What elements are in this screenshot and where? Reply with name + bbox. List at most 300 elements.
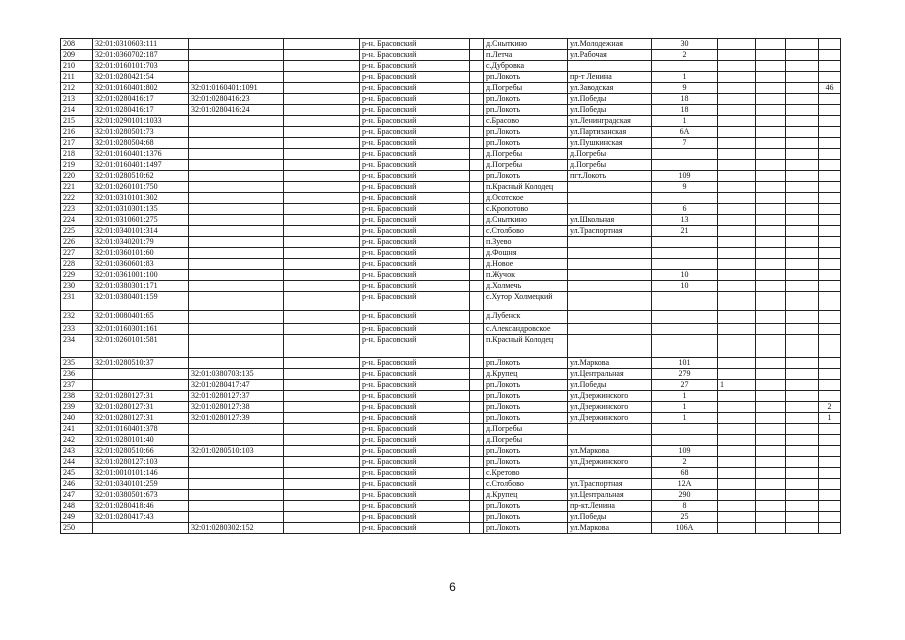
extra-count-cell	[819, 149, 841, 160]
table-row	[61, 182, 841, 193]
cadastral-number-2: 32:01:0280510:103	[189, 446, 284, 457]
extra-cell	[718, 116, 756, 127]
street-cell: ул.Заводская	[568, 83, 652, 94]
extra-count-cell	[819, 380, 841, 391]
locality-cell: рп.Локоть	[484, 523, 568, 534]
extra-cell	[786, 311, 819, 324]
house-number-cell: 9	[652, 182, 718, 193]
table-row	[61, 94, 841, 105]
house-number-cell	[652, 259, 718, 270]
house-number-cell	[652, 237, 718, 248]
district-cell: р-н. Брасовский	[360, 50, 470, 61]
extra-count-cell	[819, 479, 841, 490]
cadastral-number-2: 32:01:0280127:38	[189, 402, 284, 413]
street-cell: ул.Победы	[568, 512, 652, 523]
extra-cell	[718, 402, 756, 413]
row-number: 221	[61, 182, 93, 193]
street-cell: ул.Победы	[568, 105, 652, 116]
extra-cell	[786, 523, 819, 534]
house-number-cell	[652, 424, 718, 435]
row-number: 241	[61, 424, 93, 435]
extra-cell	[718, 292, 756, 311]
extra-count-cell	[819, 311, 841, 324]
row-number: 212	[61, 83, 93, 94]
locality-cell: рп.Локоть	[484, 72, 568, 83]
extra-count-cell: 1	[819, 413, 841, 424]
extra-cell	[718, 204, 756, 215]
table-row	[61, 435, 841, 446]
row-number: 224	[61, 215, 93, 226]
extra-cell	[756, 380, 786, 391]
empty-cell	[284, 138, 360, 149]
extra-count-cell	[819, 138, 841, 149]
row-number: 246	[61, 479, 93, 490]
extra-cell	[756, 446, 786, 457]
row-number: 220	[61, 171, 93, 182]
empty-cell	[470, 149, 484, 160]
house-number-cell: 30	[652, 39, 718, 50]
row-number: 228	[61, 259, 93, 270]
extra-count-cell	[819, 391, 841, 402]
table-row	[61, 512, 841, 523]
empty-cell	[284, 215, 360, 226]
row-number: 210	[61, 61, 93, 72]
district-cell: р-н. Брасовский	[360, 72, 470, 83]
empty-cell	[284, 402, 360, 413]
street-cell	[568, 182, 652, 193]
extra-cell	[718, 311, 756, 324]
extra-cell	[718, 270, 756, 281]
table-row	[61, 171, 841, 182]
extra-cell	[756, 335, 786, 358]
empty-cell	[470, 324, 484, 335]
house-number-cell: 13	[652, 215, 718, 226]
extra-count-cell	[819, 50, 841, 61]
house-number-cell: 1	[652, 391, 718, 402]
extra-count-cell	[819, 435, 841, 446]
district-cell: р-н. Брасовский	[360, 215, 470, 226]
empty-cell	[284, 468, 360, 479]
empty-cell	[470, 468, 484, 479]
cadastral-number: 32:01:0260101:581	[93, 335, 189, 358]
empty-cell	[284, 61, 360, 72]
street-cell: ул.Партизанская	[568, 127, 652, 138]
extra-cell	[786, 127, 819, 138]
extra-cell	[786, 369, 819, 380]
empty-cell	[284, 72, 360, 83]
row-number: 249	[61, 512, 93, 523]
extra-cell	[718, 413, 756, 424]
empty-cell	[284, 413, 360, 424]
empty-cell	[284, 193, 360, 204]
cadastral-number: 32:01:0160101:703	[93, 61, 189, 72]
extra-cell	[718, 171, 756, 182]
street-cell: ул.Центральная	[568, 490, 652, 501]
cadastral-number-2	[189, 61, 284, 72]
cadastral-number-2	[189, 149, 284, 160]
extra-count-cell	[819, 335, 841, 358]
house-number-cell: 68	[652, 468, 718, 479]
empty-cell	[284, 259, 360, 270]
extra-cell	[718, 39, 756, 50]
street-cell: ул.Центральная	[568, 369, 652, 380]
extra-cell	[786, 61, 819, 72]
row-number: 245	[61, 468, 93, 479]
extra-cell	[786, 182, 819, 193]
locality-cell: п.Зуево	[484, 237, 568, 248]
empty-cell	[470, 105, 484, 116]
street-cell: ул.Победы	[568, 94, 652, 105]
locality-cell: рп.Локоть	[484, 512, 568, 523]
cadastral-number-2	[189, 270, 284, 281]
street-cell	[568, 335, 652, 358]
cadastral-number: 32:01:0280127:31	[93, 391, 189, 402]
extra-cell	[756, 171, 786, 182]
locality-cell: п.Летча	[484, 50, 568, 61]
district-cell: р-н. Брасовский	[360, 324, 470, 335]
cadastral-number-2: 32:01:0280417:47	[189, 380, 284, 391]
extra-cell	[756, 311, 786, 324]
empty-cell	[284, 424, 360, 435]
locality-cell: д.Погребы	[484, 424, 568, 435]
empty-cell	[284, 105, 360, 116]
empty-cell	[470, 281, 484, 292]
extra-cell	[786, 204, 819, 215]
street-cell	[568, 204, 652, 215]
locality-cell: с.Столбово	[484, 479, 568, 490]
extra-count-cell	[819, 512, 841, 523]
empty-cell	[470, 369, 484, 380]
extra-cell	[718, 83, 756, 94]
extra-cell	[756, 105, 786, 116]
extra-count-cell	[819, 72, 841, 83]
house-number-cell: 18	[652, 94, 718, 105]
extra-cell	[786, 160, 819, 171]
street-cell: пр-кт.Ленина	[568, 501, 652, 512]
empty-cell	[284, 270, 360, 281]
locality-cell: д.Новое	[484, 259, 568, 270]
extra-cell	[756, 479, 786, 490]
street-cell: ул.Победы	[568, 380, 652, 391]
extra-count-cell	[819, 61, 841, 72]
extra-cell	[718, 160, 756, 171]
district-cell: р-н. Брасовский	[360, 311, 470, 324]
empty-cell	[284, 94, 360, 105]
cadastral-number-2	[189, 39, 284, 50]
street-cell: ул.Рабочая	[568, 50, 652, 61]
table-row	[61, 138, 841, 149]
empty-cell	[470, 402, 484, 413]
locality-cell: рп.Локоть	[484, 501, 568, 512]
empty-cell	[284, 116, 360, 127]
row-number: 244	[61, 457, 93, 468]
cadastral-number-2	[189, 311, 284, 324]
extra-cell	[718, 127, 756, 138]
locality-cell: д.Фошня	[484, 248, 568, 259]
empty-cell	[284, 226, 360, 237]
extra-cell	[756, 501, 786, 512]
cadastral-number: 32:01:0280416:17	[93, 94, 189, 105]
district-cell: р-н. Брасовский	[360, 138, 470, 149]
street-cell	[568, 311, 652, 324]
cadastral-number: 32:01:0360101:60	[93, 248, 189, 259]
district-cell: р-н. Брасовский	[360, 259, 470, 270]
empty-cell	[284, 182, 360, 193]
cadastral-number: 32:01:0280501:73	[93, 127, 189, 138]
empty-cell	[284, 391, 360, 402]
extra-cell	[756, 83, 786, 94]
extra-count-cell	[819, 171, 841, 182]
extra-cell	[756, 50, 786, 61]
table-row	[61, 380, 841, 391]
street-cell	[568, 270, 652, 281]
extra-cell	[786, 83, 819, 94]
cadastral-number-2	[189, 160, 284, 171]
extra-cell	[786, 424, 819, 435]
cadastral-number: 32:01:0360702:187	[93, 50, 189, 61]
locality-cell: с.Столбово	[484, 226, 568, 237]
extra-cell	[718, 50, 756, 61]
street-cell: ул.Дзержинского	[568, 413, 652, 424]
empty-cell	[284, 512, 360, 523]
table-row	[61, 335, 841, 358]
empty-cell	[470, 413, 484, 424]
street-cell: пгт.Локоть	[568, 171, 652, 182]
house-number-cell: 1	[652, 413, 718, 424]
extra-cell	[756, 94, 786, 105]
district-cell: р-н. Брасовский	[360, 182, 470, 193]
empty-cell	[470, 226, 484, 237]
district-cell: р-н. Брасовский	[360, 501, 470, 512]
cadastral-number-2	[189, 259, 284, 270]
empty-cell	[284, 369, 360, 380]
house-number-cell	[652, 311, 718, 324]
empty-cell	[284, 237, 360, 248]
empty-cell	[470, 50, 484, 61]
extra-cell	[786, 116, 819, 127]
extra-cell	[756, 270, 786, 281]
locality-cell: рп.Локоть	[484, 380, 568, 391]
extra-cell	[786, 39, 819, 50]
extra-cell	[718, 512, 756, 523]
street-cell: ул.Траспортная	[568, 479, 652, 490]
empty-cell	[470, 424, 484, 435]
extra-count-cell	[819, 215, 841, 226]
extra-count-cell	[819, 424, 841, 435]
house-number-cell: 279	[652, 369, 718, 380]
cadastral-number-2	[189, 324, 284, 335]
locality-cell: с.Брасово	[484, 116, 568, 127]
locality-cell: д.Погребы	[484, 435, 568, 446]
row-number: 209	[61, 50, 93, 61]
extra-cell	[718, 248, 756, 259]
row-number: 234	[61, 335, 93, 358]
row-number: 232	[61, 311, 93, 324]
extra-cell	[786, 237, 819, 248]
empty-cell	[470, 501, 484, 512]
row-number: 243	[61, 446, 93, 457]
locality-cell: д.Погребы	[484, 160, 568, 171]
extra-cell	[718, 193, 756, 204]
locality-cell: рп.Локоть	[484, 446, 568, 457]
empty-cell	[284, 446, 360, 457]
house-number-cell: 8	[652, 501, 718, 512]
locality-cell: д.Погребы	[484, 83, 568, 94]
locality-cell: п.Красный Колодец	[484, 335, 568, 358]
empty-cell	[470, 391, 484, 402]
street-cell: ул.Дзержинского	[568, 391, 652, 402]
extra-cell	[756, 226, 786, 237]
row-number: 217	[61, 138, 93, 149]
extra-count-cell	[819, 127, 841, 138]
house-number-cell: 25	[652, 512, 718, 523]
cadastral-number-2	[189, 501, 284, 512]
cadastral-number-2	[189, 182, 284, 193]
empty-cell	[470, 490, 484, 501]
row-number: 211	[61, 72, 93, 83]
registry-table	[60, 38, 841, 534]
empty-cell	[470, 61, 484, 72]
empty-cell	[470, 380, 484, 391]
cadastral-number: 32:01:0080401:65	[93, 311, 189, 324]
house-number-cell: 12А	[652, 479, 718, 490]
locality-cell: рп.Локоть	[484, 413, 568, 424]
row-number: 238	[61, 391, 93, 402]
extra-count-cell	[819, 39, 841, 50]
extra-cell	[756, 324, 786, 335]
empty-cell	[470, 160, 484, 171]
empty-cell	[284, 39, 360, 50]
street-cell	[568, 281, 652, 292]
table-row	[61, 324, 841, 335]
extra-cell	[718, 105, 756, 116]
extra-cell	[786, 259, 819, 270]
cadastral-number: 32:01:0310601:275	[93, 215, 189, 226]
house-number-cell: 1	[652, 116, 718, 127]
cadastral-number: 32:01:0280421:54	[93, 72, 189, 83]
empty-cell	[284, 311, 360, 324]
extra-cell	[718, 61, 756, 72]
district-cell: р-н. Брасовский	[360, 446, 470, 457]
extra-cell	[756, 204, 786, 215]
empty-cell	[470, 127, 484, 138]
cadastral-number: 32:01:0280417:43	[93, 512, 189, 523]
cadastral-number-2	[189, 281, 284, 292]
extra-cell	[756, 127, 786, 138]
locality-cell: рп.Локоть	[484, 138, 568, 149]
row-number: 233	[61, 324, 93, 335]
house-number-cell	[652, 324, 718, 335]
document-page	[60, 38, 840, 534]
house-number-cell: 7	[652, 138, 718, 149]
district-cell: р-н. Брасовский	[360, 457, 470, 468]
row-number: 229	[61, 270, 93, 281]
extra-cell	[718, 435, 756, 446]
cadastral-number-2	[189, 424, 284, 435]
extra-cell	[756, 281, 786, 292]
house-number-cell: 2	[652, 457, 718, 468]
extra-cell	[786, 226, 819, 237]
extra-cell	[756, 523, 786, 534]
house-number-cell: 9	[652, 83, 718, 94]
extra-cell	[718, 457, 756, 468]
cadastral-number: 32:01:0310603:111	[93, 39, 189, 50]
table-row	[61, 479, 841, 490]
empty-cell	[284, 490, 360, 501]
locality-cell: рп.Локоть	[484, 171, 568, 182]
extra-cell	[786, 435, 819, 446]
row-number: 230	[61, 281, 93, 292]
extra-cell	[756, 369, 786, 380]
locality-cell: п.Красный Колодец	[484, 182, 568, 193]
extra-cell	[756, 457, 786, 468]
row-number: 250	[61, 523, 93, 534]
empty-cell	[284, 435, 360, 446]
empty-cell	[284, 335, 360, 358]
district-cell: р-н. Брасовский	[360, 204, 470, 215]
cadastral-number: 32:01:0340201:79	[93, 237, 189, 248]
locality-cell: д.Осотское	[484, 193, 568, 204]
extra-cell	[756, 490, 786, 501]
table-row	[61, 248, 841, 259]
extra-cell	[718, 369, 756, 380]
table-row	[61, 270, 841, 281]
district-cell: р-н. Брасовский	[360, 149, 470, 160]
empty-cell	[284, 479, 360, 490]
street-cell	[568, 61, 652, 72]
street-cell: д.Погребы	[568, 149, 652, 160]
cadastral-number	[93, 369, 189, 380]
district-cell: р-н. Брасовский	[360, 226, 470, 237]
locality-cell: с.Дубровка	[484, 61, 568, 72]
empty-cell	[284, 523, 360, 534]
extra-count-cell	[819, 358, 841, 369]
cadastral-number-2	[189, 138, 284, 149]
row-number: 226	[61, 237, 93, 248]
empty-cell	[470, 182, 484, 193]
table-row	[61, 457, 841, 468]
page-number: 6	[449, 580, 456, 594]
district-cell: р-н. Брасовский	[360, 160, 470, 171]
extra-cell	[718, 358, 756, 369]
table-row	[61, 501, 841, 512]
locality-cell: рп.Локоть	[484, 358, 568, 369]
extra-cell	[756, 259, 786, 270]
table-row	[61, 72, 841, 83]
extra-count-cell	[819, 94, 841, 105]
cadastral-number: 32:01:0290101:1033	[93, 116, 189, 127]
extra-count-cell	[819, 237, 841, 248]
extra-count-cell	[819, 292, 841, 311]
locality-cell: с.Кропотово	[484, 204, 568, 215]
empty-cell	[470, 193, 484, 204]
table-row	[61, 105, 841, 116]
empty-cell	[470, 39, 484, 50]
cadastral-number: 32:01:0010101:146	[93, 468, 189, 479]
table-row	[61, 215, 841, 226]
house-number-cell	[652, 435, 718, 446]
table-row	[61, 149, 841, 160]
row-number: 227	[61, 248, 93, 259]
extra-cell	[756, 193, 786, 204]
empty-cell	[284, 501, 360, 512]
district-cell: р-н. Брасовский	[360, 391, 470, 402]
row-number: 225	[61, 226, 93, 237]
extra-cell	[756, 149, 786, 160]
extra-cell	[786, 380, 819, 391]
row-number: 208	[61, 39, 93, 50]
street-cell	[568, 193, 652, 204]
